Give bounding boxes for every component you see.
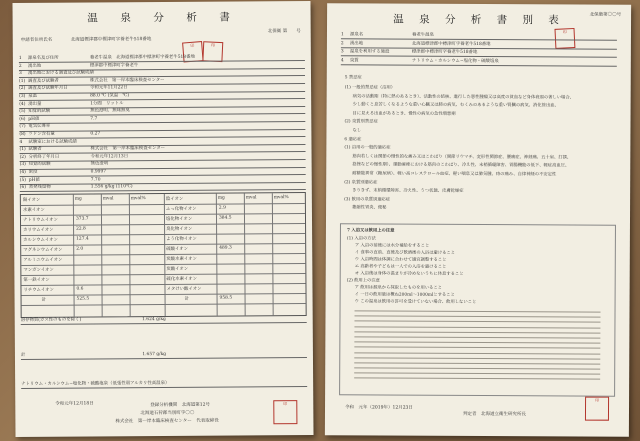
analysis-row-value: 無色澄明 (90, 161, 109, 167)
analysis-row-label: 試験室における試験成績 (28, 139, 77, 145)
analysis-row-label: 電気伝導率 (28, 124, 51, 130)
note-rule (354, 373, 600, 375)
analysis-row-no: 1 (18, 55, 22, 62)
analysis-row (20, 182, 306, 192)
notes-lines (354, 310, 600, 384)
table-rule (21, 233, 305, 236)
appendix-row-label: 泉質 (349, 57, 359, 63)
cation-name: ナトリウムイオン (22, 217, 58, 223)
anion-mg: 384.5 (218, 215, 232, 221)
note-line: ア 飲用は源泉から採取したものを用いること (354, 285, 442, 291)
analysis-row-no: (6) (19, 185, 27, 191)
cation-name: マンガンイオン (23, 267, 54, 273)
note-rule (354, 352, 600, 354)
appendix-row-label: 源泉名 (349, 32, 364, 38)
analysis-row-no: (6) (19, 116, 26, 122)
appendix-row-label: 温泉を利用する施設 (349, 49, 390, 55)
appendix-issuer: 判定者 北海道立衛生研究所長 (462, 411, 526, 418)
appendix-row-no: 1 (340, 32, 344, 38)
classification-value: ナトリウム・カルシウム−塩化物・硫酸塩泉（低張性弱アルカリ性高温泉） (21, 380, 170, 387)
analysis-row-value: 令和元年12月13日 (90, 154, 129, 160)
anion-name: ふっ化物イオン (165, 206, 197, 212)
analysis-row-label: 知覚的試験 (28, 162, 51, 168)
seal-stamp: 印 (202, 41, 223, 62)
seal-stamp: 印 (182, 41, 203, 62)
anion-name: よう化物イオン (166, 236, 197, 242)
table-header: mg (217, 195, 225, 201)
cation-name: 第一鉄イオン (23, 277, 50, 283)
table-rule (21, 223, 305, 226)
analysis-row-no: 2 (18, 63, 22, 69)
body-line: (2) 泉質別禁忌症 (344, 119, 378, 125)
anion-name: 炭酸イオン (166, 266, 189, 272)
notes-heading: 7 入浴又は飲用上の注意 (346, 228, 395, 234)
table-header: mval (245, 195, 257, 201)
table-rule (22, 303, 306, 306)
dissolved-label: 溶存物質(ガス性のものを除く) (20, 317, 82, 323)
table-rule (21, 243, 305, 246)
table-rule (22, 293, 306, 296)
analysis-row-value: 0.9997 (90, 169, 107, 175)
cation-mg: 22.8 (76, 226, 86, 232)
analysis-row-label: 蒸発残留物 (28, 184, 51, 191)
lab-name: 株式会社 第一岸本臨床検査センター 代表取締役 (115, 418, 219, 425)
body-line: 6 適応症 (344, 136, 362, 142)
table-rule (21, 203, 305, 206)
body-line: 捻挫などの慢性期）、運動麻痺における筋肉のこわばり、冷え性、末梢循環障害、胃腸機能の低下、軽症高血圧、 (352, 162, 570, 169)
section-contraindications: 5 禁忌症 (344, 75, 362, 81)
cation-mg: 373.7 (75, 216, 89, 222)
issue-date: 令和元年12月18日 (55, 401, 94, 407)
appendix-row-no: 4 (340, 57, 344, 63)
analysis-row-label: pH値 (28, 116, 40, 122)
analysis-row-value: 1分間 リットル (90, 100, 124, 107)
note-line: (1) 入浴の方法 (346, 236, 376, 242)
appendix-row-no: 3 (340, 49, 344, 55)
note-line: ア 入浴の前後には水分補給をすること (354, 243, 430, 249)
analysis-row-no: (3) (19, 93, 26, 100)
appendix-row-label: 湧出地 (349, 40, 364, 46)
note-line: オ 入浴後は身体の温まりが冷めないうちに休息すること (354, 271, 464, 277)
note-rule (354, 331, 600, 333)
table-header: mg (74, 196, 82, 202)
note-line: イ 食事の直前、直後及び飲酒後の入浴は避けること (354, 250, 456, 256)
analysis-row-label: 密度 (28, 169, 38, 175)
note-rule (354, 336, 600, 338)
table-rule (21, 263, 305, 266)
body-line: 萎縮性胃炎、便秘 (352, 205, 387, 211)
table-header: 陰イオン (165, 196, 184, 202)
analysis-row-label: 分析終了年月日 (28, 154, 60, 160)
note-rule (354, 316, 600, 318)
hot-spring-analysis-sheet (12, 1, 313, 437)
anion-name: 塩化物イオン (165, 216, 193, 222)
analysis-row-value: 標津郡中標津町字養老牛 (89, 62, 139, 69)
anion-mg: 2.9 (218, 205, 226, 211)
analysis-row-label: 湧出量 (28, 101, 42, 107)
analysis-row-label: pH値 (28, 177, 40, 183)
analysis-row-no: (4) (19, 169, 26, 175)
body-line: なし (352, 128, 362, 134)
body-line: きりきず、末梢循環障害、冷え性、うつ状態、皮膚乾燥症 (352, 188, 464, 195)
body-line: (1) 浴用の一般的適応症 (344, 145, 391, 151)
appendix-row-no: 2 (340, 40, 344, 46)
page-title: 温 泉 分 析 書 (87, 11, 236, 25)
body-line: (1) 一般的禁忌症（浴用） (344, 85, 396, 91)
analysis-row-value: 養老牛温泉 北海道標津郡中標津町字養老牛518番地 (89, 54, 195, 61)
body-line: (2) 泉質別適応症 (344, 179, 378, 186)
analysis-row-no: (1) (19, 78, 26, 84)
appendix-date: 令和 元年（2019年）12月23日 (345, 405, 413, 411)
anion-name: 炭酸水素イオン (166, 256, 197, 262)
gas-total-label: 計 (20, 352, 26, 358)
analysis-row-no: (3) (19, 162, 26, 168)
appendix-row-value: 標津郡中標津町字養老牛518番地 (411, 49, 478, 55)
note-line: イ 一日の飲用量は概ね200ml〜1000mlとすること (354, 292, 455, 298)
cation-mg: 127.4 (76, 236, 89, 242)
analysis-row-no: (1) (19, 147, 26, 153)
analysis-row-label: 試験者 (28, 147, 42, 153)
analysis-row-value: 株式会社 第一岸本臨床検査センター (90, 77, 165, 84)
dissolved-total-row (21, 315, 307, 325)
seal-stamp: 印 (554, 28, 575, 49)
analysis-row-value: 7.7 (90, 116, 98, 122)
document-number: 北保衛 第 号 (267, 29, 301, 35)
analysis-row-label: ラドン含有量 (28, 131, 55, 137)
analysis-row-no: (8) (19, 131, 26, 138)
appendix-row-value: ナトリウム・カルシウム−塩化物・硫酸塩泉 (411, 58, 499, 64)
cation-name: カルシウムイオン (23, 237, 58, 243)
cation-total-label: 計 (41, 297, 46, 303)
applicant-label: 申請者住所氏名 (20, 37, 53, 43)
notes-box (339, 223, 616, 396)
body-line: 病気の活動期（特に熱のあるとき）、活動性の結核、進行した悪性腫瘍又は高度の貧血など身体衰弱の著しい場合、 (352, 93, 574, 101)
analysis-row-no: (5) (19, 177, 26, 183)
note-rule (354, 357, 600, 359)
analysis-row-label: 知覚的試験 (28, 108, 51, 115)
gas-total-value: 1.657 g/kg (142, 351, 167, 358)
analysis-row-value: 令和元年11月22日 (90, 85, 128, 91)
anion-name: 硫酸イオン (166, 246, 189, 252)
analysis-row-value: 7.70 (90, 177, 101, 183)
analysis-row-value: 0.27 (90, 131, 101, 137)
note-line: (2) 飲用上の注意 (346, 278, 380, 284)
analysis-row-no: (2) (19, 86, 26, 92)
table-rule (21, 283, 305, 286)
cation-total: 525.5 (76, 296, 90, 302)
table-rule (21, 213, 305, 216)
ion-table (20, 192, 307, 318)
institute-seal-stamp: 印 (585, 397, 609, 421)
note-line: エ 高齢者や子どもは一人での入浴を避けること (354, 264, 447, 270)
note-rule (354, 347, 600, 349)
analysis-row-label: 調査及び試験者 (28, 78, 59, 84)
body-line: 少し動くと息苦しくなるような重い心臓又は肺の病気、むくみのあるような重い腎臓の病気、消化管出血、 (352, 102, 559, 109)
hot-spring-analysis-appendix (325, 3, 631, 437)
table-rule (21, 273, 305, 276)
note-rule (354, 367, 600, 369)
body-line: 筋肉若しくは関節の慢性的な痛み又はこわばり（関節リウマチ、変形性関節症、腰痛症、神経痛、五十肩、打撲、 (352, 154, 572, 161)
classification-row (21, 379, 307, 389)
table-header: mval% (130, 196, 146, 202)
body-line: 目に見える出血があるとき、慢性の病気の急性増悪期 (352, 111, 456, 117)
analysis-row-no: 3 (18, 71, 22, 77)
analysis-row-no: (4) (19, 101, 26, 107)
appendix-row-value: 養老牛温泉 (411, 32, 434, 38)
lab-address: 北海道石狩郡当別町字〇〇 (140, 410, 195, 417)
dissolved-value: 1.624 g/kg (142, 316, 166, 323)
note-rule (354, 326, 600, 328)
cation-mg: 2.0 (76, 246, 84, 252)
appendix-title: 温 泉 分 析 書 別 表 (393, 13, 565, 27)
note-rule (354, 378, 600, 380)
analysis-row-no: (7) (19, 124, 26, 130)
note-rule (355, 310, 601, 312)
appendix-row-value: 北海道標津郡中標津町字養老牛518番地 (411, 41, 491, 47)
analysis-row-value: 88.0 ℃ (気温 ℃) (90, 93, 130, 99)
cation-name: アルミニウムイオン (23, 257, 63, 263)
gas-total-row (21, 350, 307, 360)
analysis-row-label: 湧出地における調査及び試験成績 (27, 70, 94, 77)
note-rule (354, 321, 600, 323)
note-rule (354, 362, 600, 364)
analysis-row-value: 無色澄明、無味無臭 (90, 108, 130, 114)
analysis-row-value: 1.556 g/kg (110℃) (90, 184, 133, 190)
table-header: mval% (273, 195, 289, 201)
cation-name: マグネシウムイオン (23, 247, 63, 253)
analysis-row-value: 株式会社 第一岸本臨床検査センター (90, 146, 165, 152)
anion-name: メタけい酸イオン (166, 286, 202, 292)
lab-registration: 登録分析機関 北海道第12号 (150, 402, 211, 409)
analysis-row-no: (2) (19, 154, 26, 160)
anion-mg: 489.3 (219, 245, 232, 251)
anion-name: 臭化物イオン (166, 226, 193, 232)
cation-name: カリウムイオン (23, 227, 54, 233)
applicant-address: 北海道標津郡中標津町字養老牛518番地 (70, 37, 152, 43)
cation-mg: 0.6 (76, 286, 84, 292)
note-line: ウ 入浴時間は体調に合わせて適宜調整すること (354, 257, 447, 263)
note-line: ウ この温泉は飲用の許可を受けていない場合、飲用しないこと (354, 299, 477, 305)
table-header: 陽イオン (22, 197, 41, 203)
appendix-row (341, 57, 617, 67)
body-line: 耐糖能異常（糖尿病）、軽い高コレステロール血症、軽い喘息又は肺気腫、痔の痛み、自律神経の不安定性 (352, 171, 557, 178)
lab-seal-stamp: 印 (273, 400, 297, 424)
cation-name: リチウムイオン (23, 287, 54, 293)
table-header: mval (102, 196, 114, 202)
appendix-reference: 北保衛第〇〇号 (589, 12, 622, 18)
note-rule (354, 341, 600, 343)
analysis-row-label: 湧出地 (27, 63, 42, 69)
analysis-row-label: 調査及び試験年月日 (28, 86, 68, 92)
cation-name: 水素イオン (22, 207, 45, 213)
body-line: (3) 飲用の泉質別適応症 (344, 197, 391, 203)
table-rule (21, 253, 305, 256)
analysis-row-label: 泉温 (28, 93, 37, 99)
anion-total: 958.5 (219, 295, 233, 301)
analysis-row-no: (5) (19, 109, 26, 115)
analysis-row-label: 源泉名及び住所 (27, 55, 59, 61)
anion-total-label: 計 (184, 296, 189, 302)
analysis-row-no: 4 (19, 139, 23, 145)
anion-name: 硫化水素イオン (166, 276, 198, 282)
